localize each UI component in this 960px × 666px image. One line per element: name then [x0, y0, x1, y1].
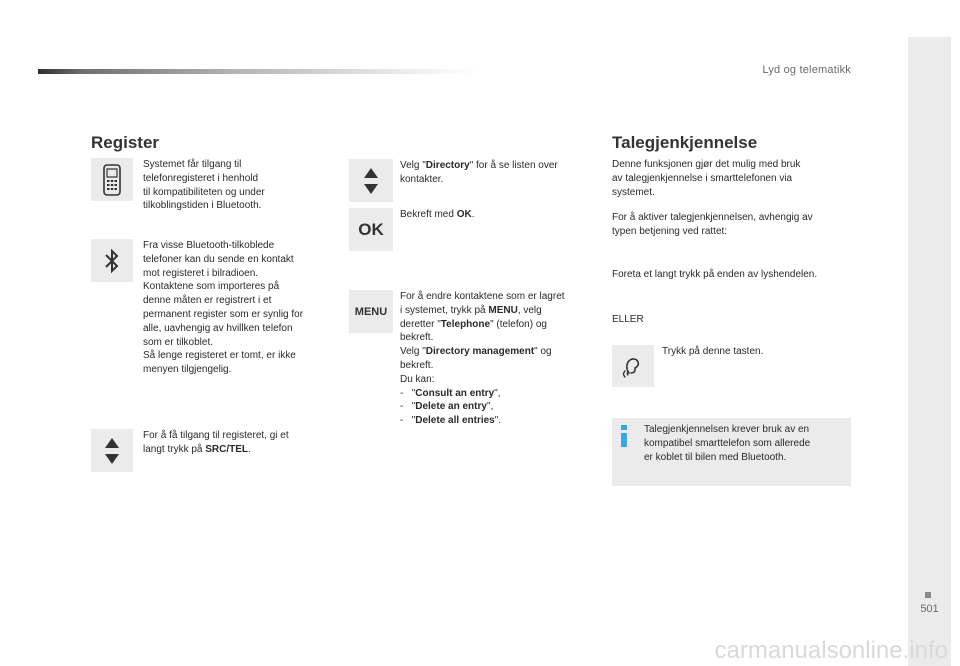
directory-text-1: Velg "Directory" for å se listen over kontakter.	[400, 160, 558, 185]
voice-para-3: Foreta et langt trykk på enden av lyshendelen.	[612, 269, 818, 280]
page-side-strip	[908, 37, 951, 666]
voice-para-1: Denne funksjonen gjør det mulig med bruk av talegjenkjennelse i smarttelefonen via systemet.	[612, 159, 801, 198]
register-heading: Register	[91, 133, 160, 152]
up-down-arrows-icon	[349, 159, 393, 202]
bluetooth-icon	[91, 239, 133, 282]
register-text-2: Fra visse Bluetooth-tilkoblede telefoner kan du sende en kontakt mot registeret i bilradioen. Kontaktene som importeres på denne måten er registrert i et permanent register som er synlig for alle, uavhengig av hvillken telefon som er tilkoblet. Så lenge registeret er tomt, er ikke menyen tilgjengelig.	[143, 240, 304, 376]
ok-button-icon: OK	[349, 208, 393, 251]
voice-command-icon	[612, 345, 654, 387]
voice-para-2: For å aktiver talegjenkjennelsen, avhengig av typen betjening ved rattet:	[612, 212, 813, 237]
directory-text-2: Bekreft med OK.	[400, 209, 475, 220]
page-number: 501	[920, 603, 939, 615]
info-icon	[620, 425, 628, 447]
register-text-3: For å få tilgang til registeret, gi et langt trykk på SRC/TEL.	[143, 430, 289, 455]
voice-heading: Talegjenkjennelse	[612, 133, 758, 152]
page-marker	[925, 592, 931, 598]
voice-press-text: Trykk på denne tasten.	[662, 346, 764, 357]
watermark: carmanualsonline.info	[714, 637, 948, 664]
section-title: Lyd og telematikk	[762, 64, 851, 76]
info-note-text: Talegjenkjennelsen krever bruk av en kompatibel smarttelefon som allerede er koblet til bilen med Bluetooth.	[644, 424, 811, 463]
voice-or: ELLER	[612, 314, 644, 325]
phone-icon	[91, 158, 133, 201]
header-decorative-bar	[38, 69, 478, 74]
register-text-1: Systemet får tilgang til telefonregisteret i henhold til kompatibiliteten og under tilkoblingstiden i Bluetooth.	[143, 159, 265, 212]
menu-button-icon: MENU	[349, 290, 393, 333]
directory-text-3: For å endre kontaktene som er lagret i systemet, trykk på MENU, velg deretter "Telephone" (telefon) og bekreft. Velg "Directory management" og bekreft. Du kan: - "Consult an entry", - "Delete an entry", - "Delete all entries".	[400, 291, 565, 427]
up-down-arrows-icon	[91, 429, 133, 472]
